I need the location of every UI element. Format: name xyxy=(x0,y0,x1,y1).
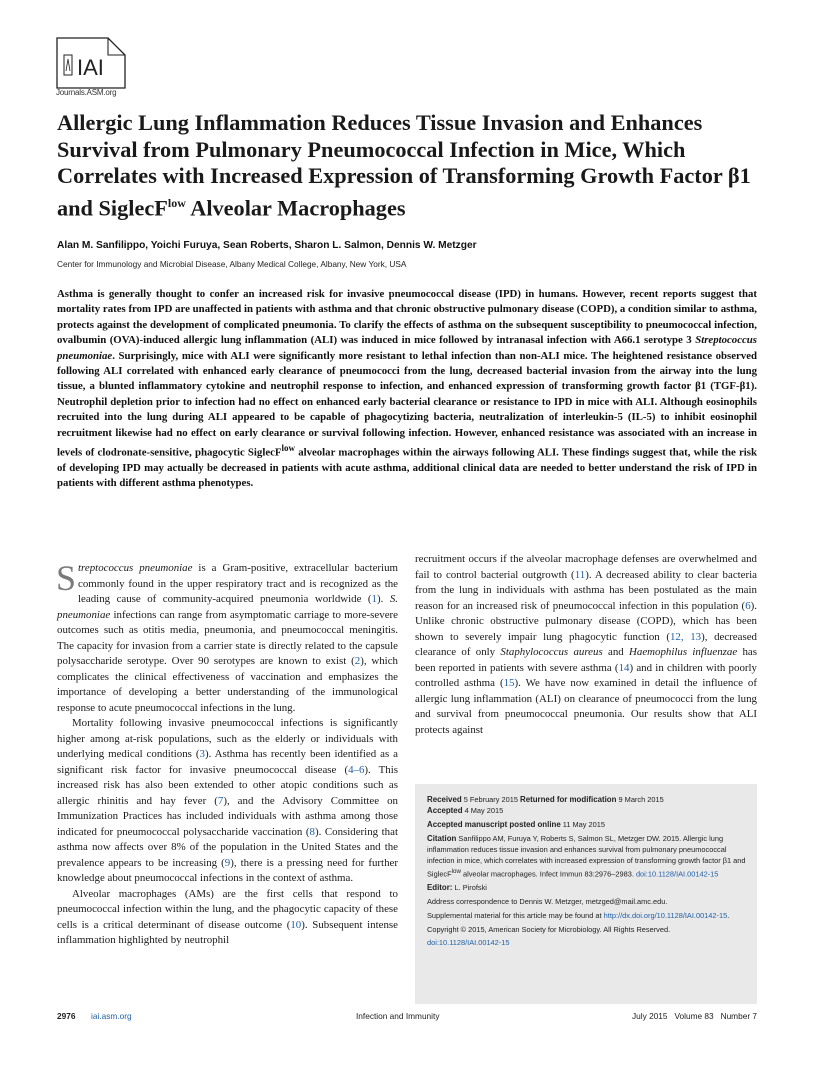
citation-link[interactable]: 6 xyxy=(745,599,751,612)
citation-link[interactable]: 13 xyxy=(690,630,702,643)
citation-link[interactable]: 8 xyxy=(309,825,315,838)
citation-doi-link[interactable]: doi:10.1128/IAI.00142-15 xyxy=(635,869,719,879)
text-run: ), decreased clearance of only xyxy=(415,630,757,658)
text-run: ). xyxy=(377,593,390,605)
citation-link[interactable]: 3 xyxy=(199,748,205,760)
citation-link[interactable]: 14 xyxy=(618,661,630,674)
editor-label: Editor: xyxy=(427,883,453,893)
citation-text: Sanfilippo AM, Furuya Y, Roberts S, Salmon SL, Metzger DW. 2015. Allergic lung inflammation reduces tissue invasion and enhances survival from pulmonary pneumococcal infection in mice, which correlates with increased expression of transforming growth factor β1 and SiglecF xyxy=(427,833,746,879)
author-list: Alan M. Sanfilippo, Yoichi Furuya, Sean Roberts, Sharon L. Salmon, Dennis W. Metzger xyxy=(57,240,477,251)
text-run: has been reported in patients with severe asthma ( xyxy=(415,646,757,674)
journal-site-link[interactable]: iai.asm.org xyxy=(91,1011,132,1021)
text-run: ). Asthma has recently been identified as a significant risk factor for invasive pneumococcal disease ( xyxy=(57,748,398,776)
citation-link[interactable]: 4–6 xyxy=(348,763,365,776)
received-date: 5 February 2015 xyxy=(461,795,520,804)
paragraph-intro xyxy=(56,558,399,716)
logo-caption: Journals.ASM.org xyxy=(56,88,117,97)
abstract-part: Asthma is generally thought to confer an increased risk for invasive pneumococcal disease (IPD) in humans. However, recent reports suggest that mortality rates from IPD are unaffected in patients with asthma and that chronic obstructive pulmonary disease (COPD), a condition similar to asthma, protects against the development of complicated pneumonia. To clarify the effects of asthma on the subsequent susceptibility to pneumococcal infection, ovalbumin (OVA)-induced allergic lung inflammation (ALI) was induced in mice followed by intranasal infection with A66.1 serotype 3 xyxy=(57,288,757,347)
text-run: Mortality following invasive pneumococcal infections is significantly higher among at-risk populations, such as the elderly or individuals with underlying medical conditions ( xyxy=(57,717,398,760)
text-run: ). Subsequent intense inflammation highlighted by neutrophil xyxy=(57,918,398,946)
doi-link[interactable]: doi:10.1128/IAI.00142-15 xyxy=(427,938,510,948)
abstract-part: . Surprisingly, mice with ALI were significantly more resistant to lethal infection than non-ALI mice. The heightened resistance observed following ALI correlated with enhanced early clearance of pneumococci from the lung, decreased bacterial invasion from the airway into the lung tissue, a blunted inflammatory cytokine and neutrophil response to infection, and enhanced expression of transforming growth factor β1 (TGF-β1). Neutrophil depletion prior to infection had no effect on enhanced early bacterial clearance or resistance to IPD in mice with ALI. Although eosinophils recruited into the lung during ALI appeared to be capable of phagocytizing bacteria, neutralization of interleukin-5 (IL-5) to inhibit eosinophil recruitment likewise had no effect on early clearance or survival following infection. However, enhanced resistance was associated with an increase in levels of clodronate-sensitive, phagocytic SiglecF xyxy=(57,349,757,459)
text-run: ), and the Advisory Committee on Immunization Practices has included individuals with asthma among those indicated for pneumococcal polysaccharide vaccination ( xyxy=(57,794,399,838)
logo-text: IAI xyxy=(77,55,104,80)
page-footer xyxy=(57,1011,757,1023)
text-run: infections can range from asymptomatic carriage to more-severe outcomes such as otitis media, pneumonia, and pneumococcal meningitis. The capacity for invasion from a carrier state is directly related to the capsule polysaccharide serotype. Over 90 serotypes are known to exist ( xyxy=(57,608,398,667)
text-run: and xyxy=(602,646,630,658)
copyright: Copyright © 2015, American Society for Microbiology. All Rights Reserved. xyxy=(427,924,671,934)
supplemental-text: Supplemental material for this article may be found at xyxy=(427,910,604,920)
text-run: ). We have now examined in detail the influence of allergic lung inflammation (ALI) on clearance of pneumococci from the lung and survival from pneumococcal pneumonia. Our results show that ALI protects against xyxy=(415,677,757,736)
text-run: ), there is a pressing need for further knowledge about pneumococcal infections in the context of asthma. xyxy=(57,856,398,884)
text-run: Alveolar macrophages (AMs) are the first cells that respond to pneumococcal infection within the lung, and the phagocytic capacity of these cells is a critical determinant of disease outcome ( xyxy=(57,887,398,931)
page-number: 2976 xyxy=(57,1011,76,1021)
citation-label: Citation xyxy=(427,833,457,843)
abstract-part: alveolar macrophages within the airways following ALI. These findings suggest that, while the risk of developing IPD may actually be decreased in patients with acute asthma, additional clinical data are needed to better understand the risk of IPD in patients with different asthma phenotypes. xyxy=(57,446,757,490)
citation-link[interactable]: 1 xyxy=(371,593,377,605)
title-main: Allergic Lung Inflammation Reduces Tissue Invasion and Enhances Survival from Pulmonary Pneumococcal Infection in Mice, Which Correlates with Increased Expression of Transforming Growth Factor β1 and SiglecF xyxy=(57,110,751,220)
text-run: ) and in children with poorly controlled asthma ( xyxy=(415,661,757,689)
drop-cap: S xyxy=(56,558,77,598)
species-name: Haemophilus influenzae xyxy=(629,646,738,658)
accepted-date: 4 May 2015 xyxy=(462,806,504,816)
citation-link[interactable]: 7 xyxy=(217,794,224,807)
supplemental-block xyxy=(427,910,747,921)
body-column-right xyxy=(415,552,757,738)
citation-link[interactable]: 2 xyxy=(354,655,361,667)
dates xyxy=(427,794,747,816)
returned-label: Returned for modification xyxy=(520,795,617,804)
returned-date: 9 March 2015 xyxy=(616,795,664,804)
paragraph-macrophages xyxy=(57,887,398,949)
text-run: ). This increased risk has also been extended to other atopic conditions such as allergic rhinitis and hay fever ( xyxy=(57,763,398,807)
citation-link[interactable]: 12 xyxy=(669,630,681,643)
text-run: ). A decreased ability to clear bacteria from the lung in individuals with asthma has been postulated as the main reason for an increased risk of pneumococcal infection in this population ( xyxy=(415,568,757,612)
aop-date xyxy=(427,819,747,830)
citation-block xyxy=(427,833,747,880)
abstract-species: Streptococcus pneumoniae xyxy=(57,334,757,362)
citation-text: alveolar macrophages. Infect Immun 83:2976–2983. xyxy=(460,869,636,879)
aop-label: Accepted manuscript posted online xyxy=(427,819,561,829)
correspondence: Address correspondence to Dennis W. Metzger, metzged@mail.amc.edu. xyxy=(427,897,668,907)
editor-name: L. Pirofski xyxy=(452,883,487,893)
paragraph-mortality xyxy=(57,716,398,887)
text-run: recruitment occurs if the alveolar macrophage defenses are overwhelmed and fail to control bacterial outgrowth ( xyxy=(415,553,757,581)
body-column-left xyxy=(56,558,399,949)
citation-link[interactable]: 10 xyxy=(290,918,302,931)
journal-logo xyxy=(56,37,126,89)
accepted-label: Accepted xyxy=(427,806,463,816)
species-name: Staphylococcus aureus xyxy=(500,646,603,658)
citation-link[interactable]: 15 xyxy=(503,677,515,689)
affiliation: Center for Immunology and Microbial Disease, Albany Medical College, Albany, New York, USA xyxy=(57,259,407,269)
citation-link[interactable]: 11 xyxy=(574,568,586,581)
citation-separator: , xyxy=(680,630,691,643)
species-name: S. pneumoniae xyxy=(57,593,399,621)
abstract xyxy=(57,287,757,492)
text-run: ). Considering that asthma now affects over 8% of the population in the United States and the prevalence appears to be increasing ( xyxy=(57,825,398,869)
text-run: ). Unlike chronic obstructive pulmonary disease (COPD), which has been shown to severely impair lung phagocytic function ( xyxy=(415,599,757,643)
species-name: treptococcus pneumoniae xyxy=(78,562,193,574)
aop-value: 11 May 2015 xyxy=(560,819,605,829)
received-label: Received xyxy=(427,795,462,804)
text-run: ), which complicates the clinical effectiveness of vaccination and emphasizes the importance of developing a better understanding of the immunological response to acute pneumococcal infections in the lung. xyxy=(57,655,398,714)
supplemental-text: . xyxy=(727,910,730,920)
title-tail: Alveolar Macrophages xyxy=(185,194,406,220)
citation-sup: low xyxy=(451,868,461,876)
paragraph-continued xyxy=(415,552,757,738)
issue-info: July 2015 Volume 83 Number 7 xyxy=(632,1011,757,1021)
citation-link[interactable]: 9 xyxy=(224,856,231,869)
article-title xyxy=(57,110,777,221)
editor-block xyxy=(427,882,747,893)
text-run: is a Gram-positive, extracellular bacterium commonly found in the upper respiratory tract and is recognized as the leading cause of community-acquired pneumonia worldwide ( xyxy=(78,562,398,605)
journal-logo-icon xyxy=(56,37,126,89)
title-sup: low xyxy=(167,195,186,210)
article-info-box xyxy=(415,784,757,1004)
abstract-sup: low xyxy=(281,443,296,454)
supplemental-link[interactable]: http://dx.doi.org/10.1128/IAI.00142-15 xyxy=(603,910,728,920)
journal-name: Infection and Immunity xyxy=(356,1011,440,1021)
